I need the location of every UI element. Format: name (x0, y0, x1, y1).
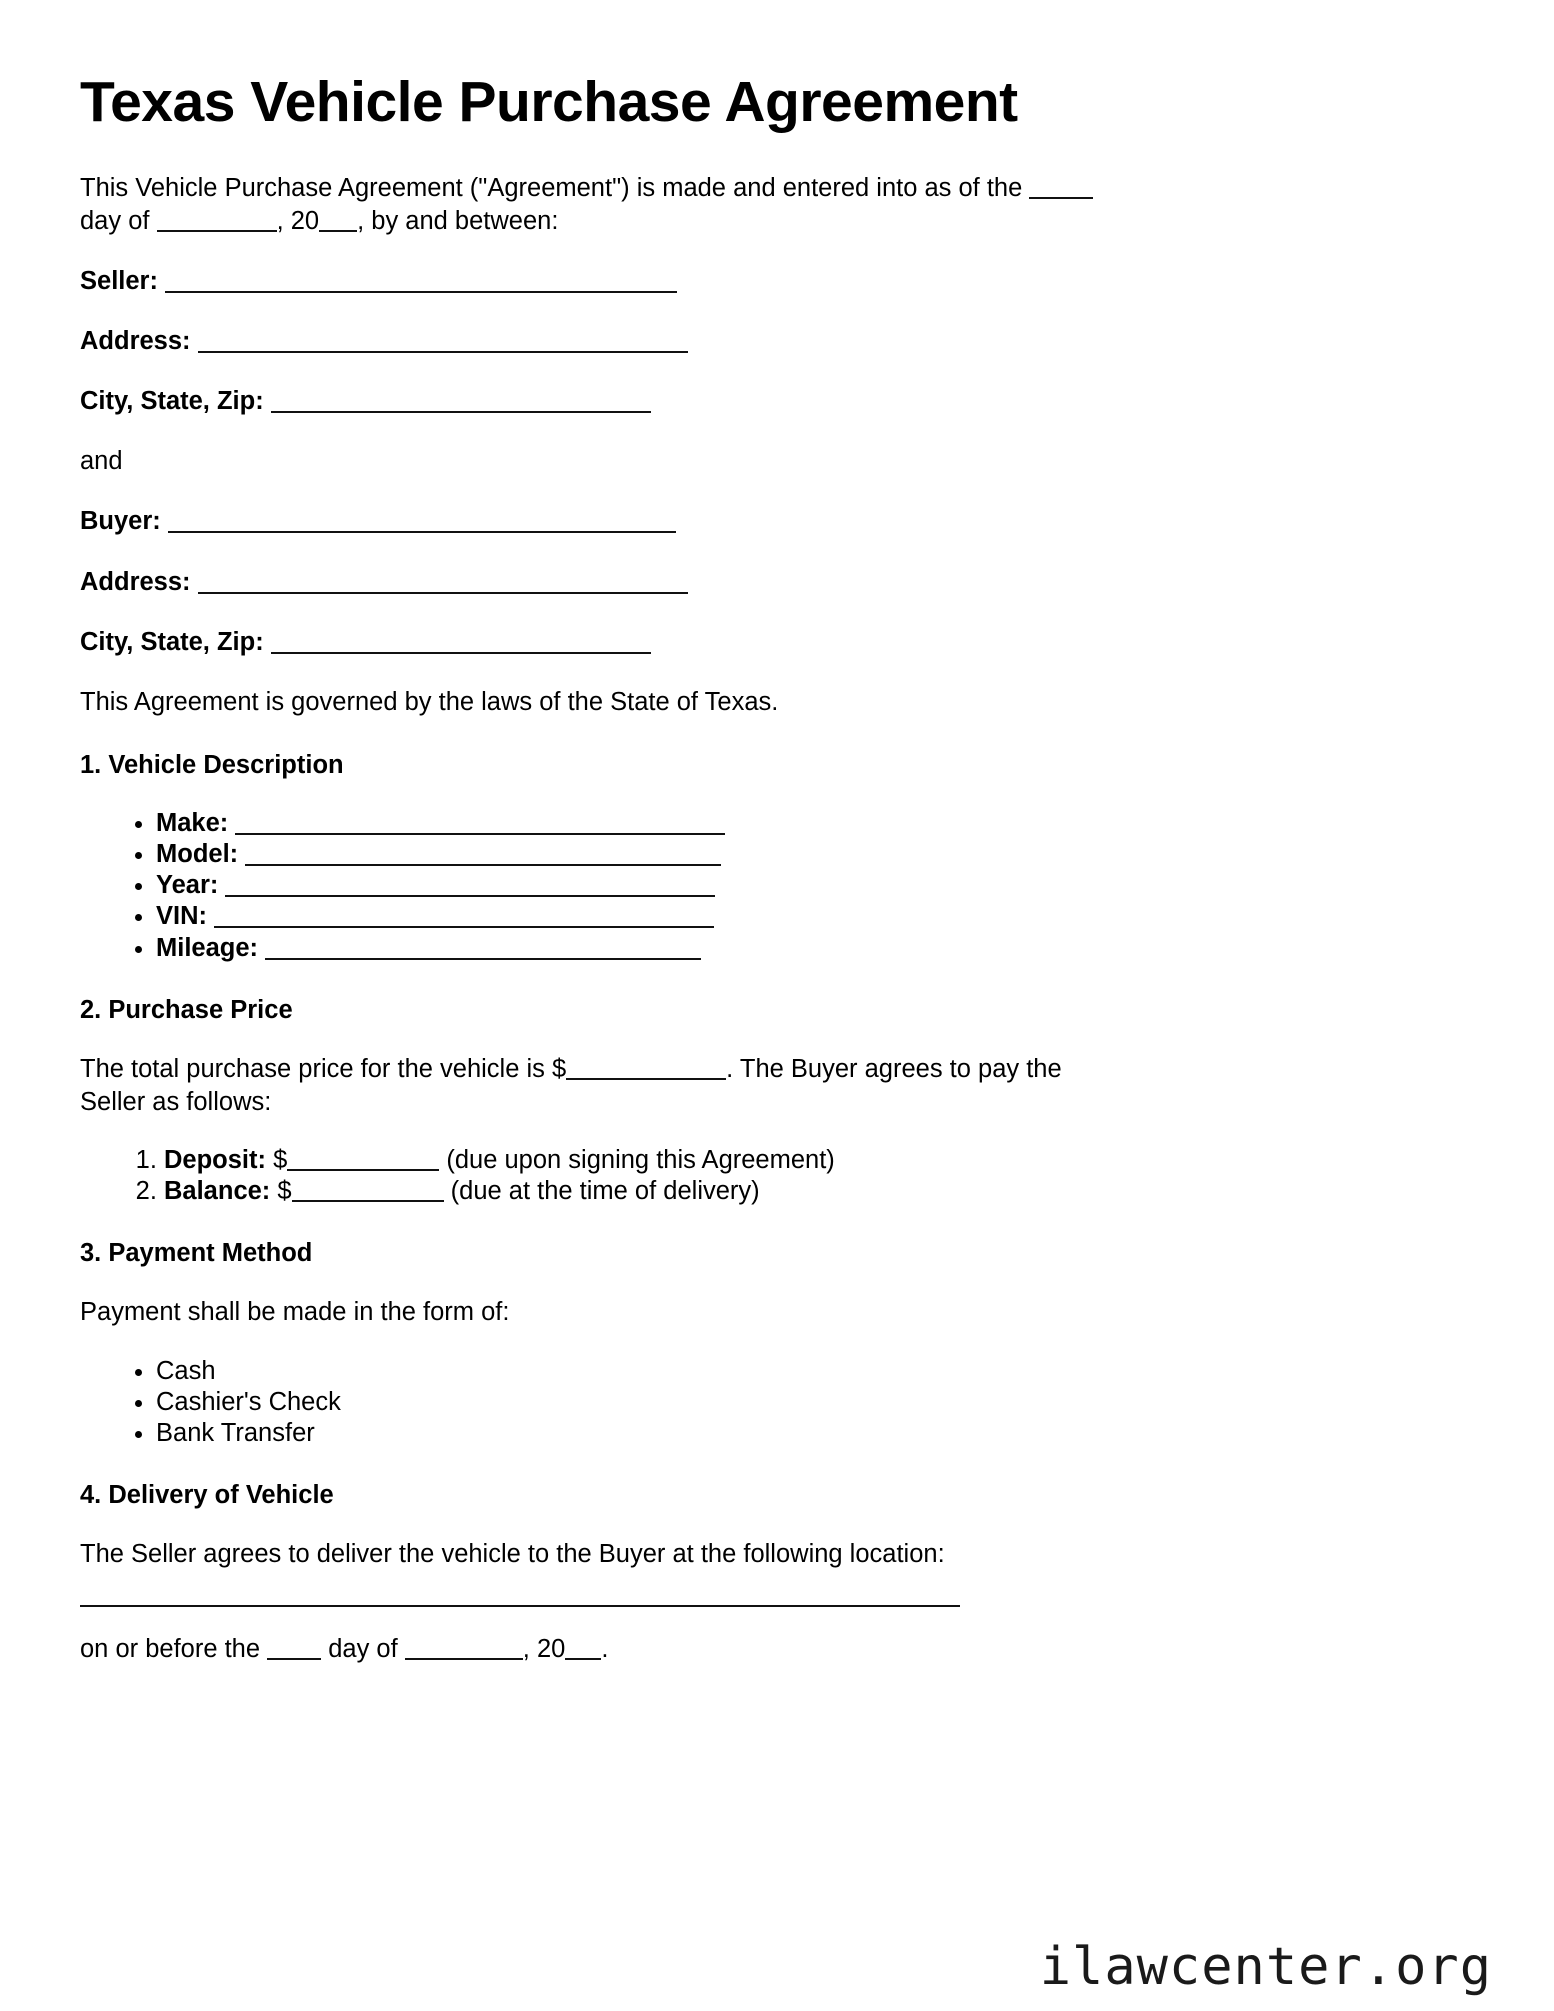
payment-method-paragraph: Payment shall be made in the form of: (80, 1298, 510, 1327)
vehicle-description-list (80, 808, 1474, 964)
vehicle-make-label: Make: (156, 809, 229, 838)
balance-note: (due at the time of delivery) (450, 1177, 760, 1206)
purchase-price-text-a: The total purchase price for the vehicle is $ (80, 1054, 567, 1083)
buyer-city-state-zip-input[interactable] (271, 652, 651, 654)
intro-day-blank[interactable] (1029, 197, 1093, 199)
intro-month-blank[interactable] (157, 230, 277, 232)
buyer-address-input[interactable] (198, 592, 688, 594)
list-item: • Cashier's Check (156, 1387, 1474, 1418)
intro-paragraph (80, 172, 1474, 238)
spacer (80, 1330, 1474, 1356)
buyer-address-row (80, 566, 1474, 599)
spacer (80, 418, 1474, 445)
delivery-closing-d: . (601, 1635, 609, 1664)
vehicle-make-input[interactable] (235, 833, 725, 835)
spacer (80, 134, 1474, 172)
intro-year-prefix: , 20 (276, 206, 320, 235)
delivery-year-blank[interactable] (565, 1658, 601, 1660)
spacer (80, 659, 1474, 686)
section-heading-vehicle-description: 1. Vehicle Description (80, 750, 344, 779)
spacer (80, 539, 1474, 566)
balance-currency: $ (277, 1177, 292, 1206)
spacer (80, 964, 1474, 994)
spacer (80, 1512, 1474, 1538)
vehicle-model-label: Model: (156, 840, 239, 869)
spacer (80, 1449, 1474, 1479)
purchase-price-text-b: . The Buyer agrees to pay the (726, 1054, 1062, 1083)
purchase-price-paragraph (80, 1053, 1474, 1119)
vehicle-mileage-input[interactable] (265, 958, 701, 960)
balance-label: Balance: (164, 1177, 271, 1206)
vehicle-year-label: Year: (156, 871, 219, 900)
spacer (80, 298, 1474, 325)
conjunction-and: and (80, 447, 123, 476)
spacer (80, 358, 1474, 385)
buyer-name-row (80, 505, 1474, 538)
list-item: • Bank Transfer (156, 1418, 1474, 1449)
list-item (156, 839, 1474, 870)
list-item (156, 808, 1474, 839)
governing-law-paragraph: This Agreement is governed by the laws of the State of Texas. (80, 687, 779, 716)
vehicle-year-input[interactable] (225, 895, 715, 897)
seller-city-state-zip-row (80, 385, 1474, 418)
spacer (80, 1207, 1474, 1237)
spacer (80, 599, 1474, 626)
seller-name-row (80, 265, 1474, 298)
page-title: Texas Vehicle Purchase Agreement (80, 70, 1018, 134)
spacer (80, 1571, 1474, 1605)
delivery-month-blank[interactable] (405, 1658, 523, 1660)
section-heading-payment-method: 3. Payment Method (80, 1239, 313, 1268)
seller-address-row (80, 325, 1474, 358)
spacer (80, 478, 1474, 505)
spacer (80, 1119, 1474, 1145)
list-item (164, 1145, 1474, 1176)
purchase-price-text-c: Seller as follows: (80, 1087, 272, 1116)
payment-schedule-list (80, 1145, 1474, 1207)
intro-year-blank[interactable] (319, 230, 357, 232)
list-item (156, 933, 1474, 964)
balance-input[interactable] (292, 1200, 444, 1202)
spacer (80, 1027, 1474, 1053)
delivery-closing-c: , 20 (522, 1635, 566, 1664)
delivery-closing-b: day of (328, 1635, 398, 1664)
buyer-name-label: Buyer: (80, 507, 161, 536)
seller-address-input[interactable] (198, 351, 688, 353)
seller-city-state-zip-label: City, State, Zip: (80, 387, 264, 416)
deposit-currency: $ (273, 1146, 288, 1175)
buyer-name-input[interactable] (168, 531, 676, 533)
vehicle-model-input[interactable] (245, 864, 721, 866)
list-item (156, 870, 1474, 901)
purchase-price-input[interactable] (566, 1078, 726, 1080)
buyer-city-state-zip-label: City, State, Zip: (80, 627, 264, 656)
section-heading-purchase-price: 2. Purchase Price (80, 995, 293, 1024)
site-watermark: ilawcenter.org (1039, 1937, 1492, 1997)
intro-tail: , by and between: (357, 206, 559, 235)
vehicle-vin-label: VIN: (156, 902, 207, 931)
delivery-closing-paragraph (80, 1633, 1474, 1666)
delivery-closing-a: on or before the (80, 1635, 261, 1664)
list-item (156, 901, 1474, 932)
spacer (80, 782, 1474, 808)
list-item: • Cash (156, 1356, 1474, 1387)
deposit-input[interactable] (287, 1169, 439, 1171)
payment-method-options-list (80, 1356, 1474, 1449)
vehicle-mileage-label: Mileage: (156, 933, 259, 962)
buyer-city-state-zip-row (80, 626, 1474, 659)
seller-name-input[interactable] (165, 291, 677, 293)
intro-text: This Vehicle Purchase Agreement ("Agreement") is made and entered into as of the (80, 173, 1023, 202)
spacer (80, 238, 1474, 265)
seller-address-label: Address: (80, 326, 191, 355)
section-heading-delivery: 4. Delivery of Vehicle (80, 1480, 334, 1509)
seller-city-state-zip-input[interactable] (271, 411, 651, 413)
spacer (80, 1270, 1474, 1296)
spacer (80, 719, 1474, 749)
intro-day-of-label: day of (80, 206, 150, 235)
delivery-paragraph: The Seller agrees to deliver the vehicle to the Buyer at the following location: (80, 1540, 945, 1569)
vehicle-vin-input[interactable] (214, 926, 714, 928)
buyer-address-label: Address: (80, 567, 191, 596)
spacer (80, 1607, 1474, 1633)
list-item (164, 1176, 1474, 1207)
seller-name-label: Seller: (80, 266, 158, 295)
delivery-day-blank[interactable] (267, 1658, 321, 1660)
deposit-note: (due upon signing this Agreement) (446, 1146, 835, 1175)
deposit-label: Deposit: (164, 1146, 266, 1175)
